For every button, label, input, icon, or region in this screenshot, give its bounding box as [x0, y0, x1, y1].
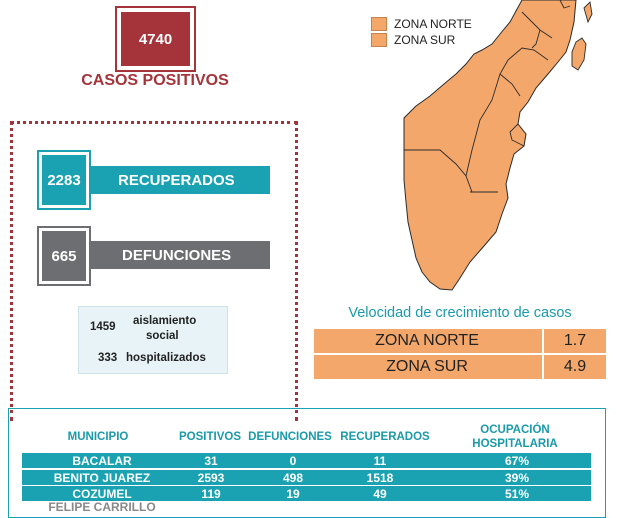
recovered-label: RECUPERADOS [118, 171, 235, 189]
deaths-bar [62, 241, 270, 269]
cell-defunciones: 0 [289, 453, 297, 468]
legend-north-label: ZONA NORTE [394, 17, 472, 31]
cell-ocupacion: 51% [504, 486, 530, 501]
isolation-label-line2: social [146, 330, 179, 342]
map-state-outline [404, 0, 576, 290]
recovered-box [37, 150, 91, 210]
header-ocupacion-line1: OCUPACIÓN [480, 424, 550, 436]
legend-south-swatch [371, 33, 387, 47]
header-defunciones: DEFUNCIONES [248, 431, 332, 443]
cell-defunciones: 498 [282, 470, 304, 485]
cell-positivos: 119 [201, 486, 221, 501]
cell-defunciones: 19 [286, 486, 300, 501]
cell-recuperados: 11 [373, 453, 387, 468]
cell-positivos: 31 [204, 453, 218, 468]
legend-north-swatch [371, 17, 387, 31]
cell-ocupacion: 67% [504, 453, 530, 468]
header-ocupacion-line2: HOSPITALARIA [472, 438, 558, 450]
state-map [400, 0, 620, 292]
table-row [22, 470, 591, 485]
cell-recuperados: 1518 [366, 470, 394, 485]
recovered-value: 2283 [42, 155, 86, 205]
map-cozumel-island [572, 38, 586, 70]
total-cases-box [115, 6, 196, 72]
isolation-panel [78, 306, 228, 374]
total-cases-value: 4740 [121, 12, 190, 66]
growth-row-south [314, 355, 606, 379]
cell-ocupacion: 39% [504, 470, 530, 485]
table-row [22, 486, 591, 501]
cell-municipio: BENITO JUAREZ [53, 470, 151, 485]
growth-value-north: 1.7 [542, 329, 606, 353]
header-recuperados: RECUPERADOS [340, 431, 430, 443]
map-islet [584, 2, 592, 22]
header-municipio: MUNICIPIO [67, 431, 129, 443]
total-cases-label: CASOS POSITIVOS [81, 72, 229, 89]
growth-row-north [314, 329, 606, 353]
cell-recuperados: 49 [373, 486, 387, 501]
deaths-label: DEFUNCIONES [122, 246, 232, 264]
isolation-label-line1: aislamiento [133, 315, 197, 327]
table-row [22, 453, 591, 468]
hospitalized-label: hospitalizados [126, 352, 206, 364]
cut-off-row-municipio: FELIPE CARRILLO [48, 500, 156, 514]
growth-speed-title: Velocidad de crecimiento de casos [348, 305, 572, 321]
cell-positivos: 2593 [197, 470, 225, 485]
recovered-bar [62, 166, 270, 194]
growth-value-south: 4.9 [542, 355, 606, 379]
header-positivos: POSITIVOS [179, 431, 241, 443]
growth-zone-south: ZONA SUR [386, 358, 468, 375]
hospitalized-value: 333 [98, 352, 118, 364]
growth-zone-north: ZONA NORTE [375, 332, 479, 349]
isolation-value: 1459 [90, 321, 116, 333]
deaths-box [37, 226, 91, 286]
legend-south-label: ZONA SUR [394, 33, 456, 47]
deaths-value: 665 [42, 231, 86, 281]
cell-municipio: COZUMEL [72, 486, 132, 501]
cell-municipio: BACALAR [72, 453, 132, 468]
